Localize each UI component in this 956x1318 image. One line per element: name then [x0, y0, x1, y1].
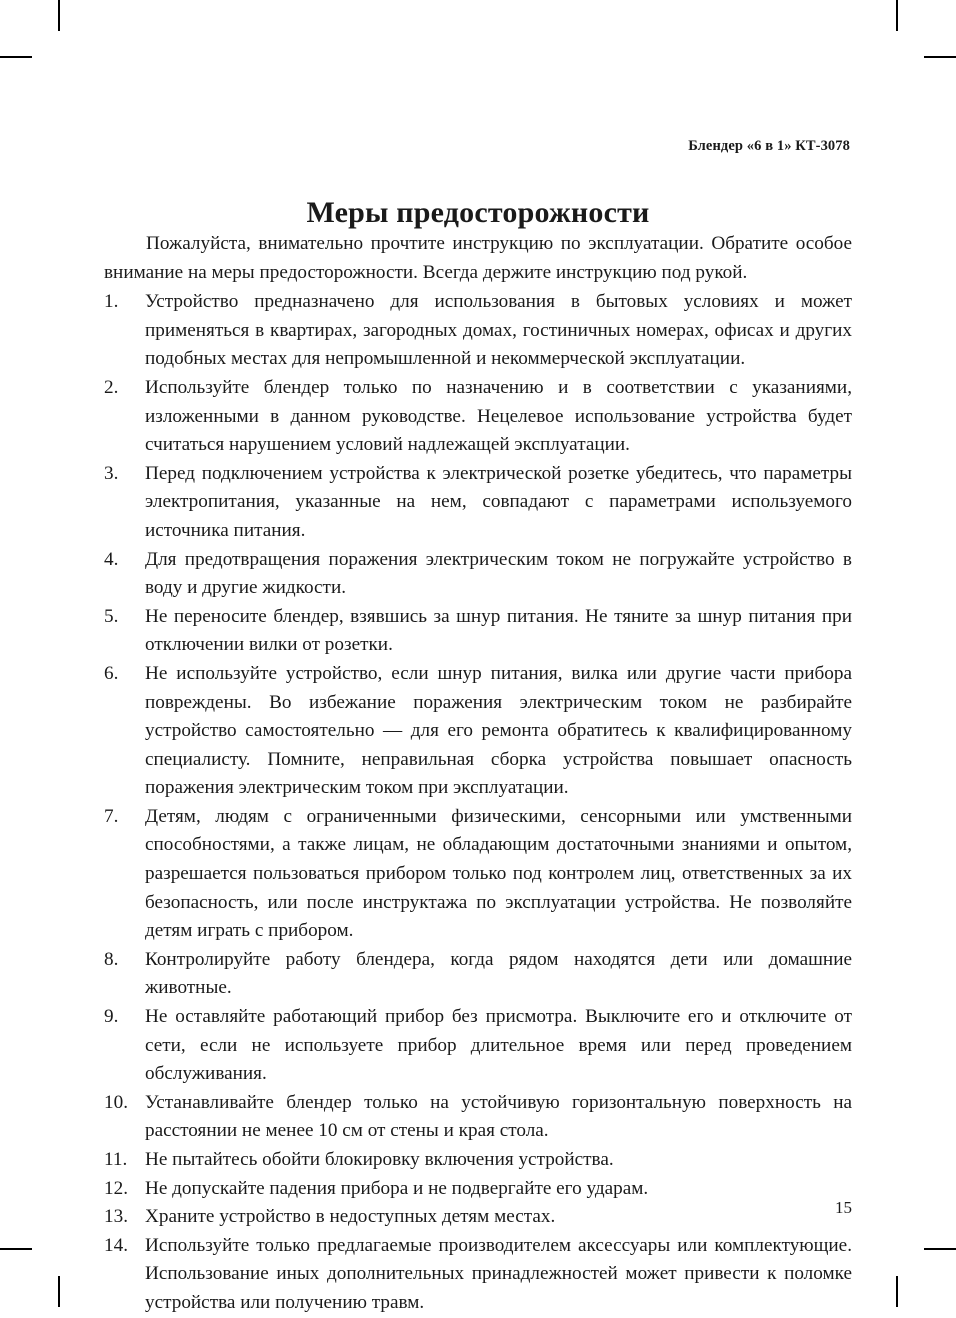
page-number: 15 [835, 1198, 852, 1217]
body-content [104, 230, 852, 1318]
precaution-item [104, 1175, 852, 1204]
precaution-item [104, 288, 852, 374]
precaution-item [104, 603, 852, 660]
crop-mark-bottom-right-horizontal [924, 1248, 956, 1250]
precaution-item-text: Устанавливайте блендер только на устойчивую горизонтальную поверхность на расстоянии не менее 10 см от стены и края стола. [145, 1091, 852, 1142]
crop-mark-bottom-right-vertical [896, 1276, 898, 1307]
precaution-item-number: 2. [104, 376, 119, 398]
precaution-item-text: Не используйте устройство, если шнур питания, вилка или другие части прибора повреждены. Во избежание поражения электрическим током не разбирайте устройство самостоятельно — для его ремонта обратитесь к квалифицированному специалисту. Помните, неправильная сборка устройства повышает опасность поражения электрическим током при эксплуатации. [145, 662, 852, 799]
crop-mark-bottom-left-vertical [58, 1276, 60, 1307]
crop-mark-top-right-horizontal [924, 56, 956, 58]
precaution-item [104, 1203, 852, 1232]
crop-mark-top-left-vertical [58, 0, 60, 31]
precaution-item-number: 4. [104, 548, 119, 570]
running-head: Блендер «6 в 1» КТ-3078 [688, 138, 850, 154]
precaution-item [104, 546, 852, 603]
precaution-item-text: Не допускайте падения прибора и не подвергайте его ударам. [145, 1177, 649, 1199]
precaution-item [104, 946, 852, 1003]
precaution-item-number: 7. [104, 805, 119, 827]
precaution-item-text: Используйте только предлагаемые производителем аксессуары или комплектующие. Использование иных дополнительных принадлежностей может привести к поломке устройства или получению травм. [145, 1234, 852, 1313]
precaution-item-number: 14. [104, 1234, 128, 1256]
crop-mark-top-left-horizontal [0, 56, 32, 58]
precaution-item-text: Храните устройство в недоступных детям местах. [145, 1206, 556, 1228]
precaution-item [104, 1232, 852, 1318]
precaution-item [104, 803, 852, 946]
precaution-item-number: 6. [104, 662, 119, 684]
precaution-item-number: 11. [104, 1149, 128, 1170]
precaution-item [104, 660, 852, 803]
crop-mark-bottom-left-horizontal [0, 1248, 32, 1250]
precaution-item-text: Используйте блендер только по назначению и в соответствии с указаниями, изложенными в данном руководстве. Нецелевое использование устройства будет считаться нарушением условий надлежащей эксплуатации. [145, 376, 852, 456]
precaution-item-text: Контролируйте работу блендера, когда рядом находятся дети или домашние животные. [145, 948, 852, 999]
precaution-item [104, 1089, 852, 1146]
precaution-item-number: 12. [104, 1177, 128, 1199]
precaution-item-number: 1. [104, 291, 119, 313]
precaution-item-text: Не оставляйте работающий прибор без присмотра. Выключите его и отключите от сети, если не используете прибор длительное время или перед проведением обслуживания. [145, 1006, 852, 1085]
precaution-item-number: 5. [104, 605, 119, 627]
precaution-item-number: 10. [104, 1091, 128, 1113]
precautions-list [104, 288, 852, 1317]
precaution-item-text: Не переносите блендер, взявшись за шнур питания. Не тяните за шнур питания при отключении вилки от розетки. [145, 605, 852, 656]
precaution-item [104, 1003, 852, 1089]
precaution-item-text: Перед подключением устройства к электрической розетке убедитесь, что параметры электропитания, указанные на нем, совпадают с параметрами используемого источника питания. [145, 462, 852, 541]
page-title: Меры предосторожности [306, 196, 650, 230]
intro-paragraph: Пожалуйста, внимательно прочтите инструкцию по эксплуатации. Обратите особое внимание на меры предосторожности. Всегда держите инструкцию под рукой. [104, 233, 852, 283]
precaution-item-number: 3. [104, 462, 119, 484]
precaution-item-number: 13. [104, 1206, 128, 1228]
precaution-item [104, 374, 852, 460]
precaution-item-text: Не пытайтесь обойти блокировку включения устройства. [145, 1149, 614, 1170]
precaution-item-number: 8. [104, 948, 119, 970]
precaution-item [104, 1146, 852, 1175]
precaution-item-text: Для предотвращения поражения электрическим током не погружайте устройство в воду и другие жидкости. [145, 548, 852, 599]
precaution-item-text: Устройство предназначено для использования в бытовых условиях и может применяться в квартирах, загородных домах, гостиничных номерах, офисах и других подобных местах для непромышленной и некоммерческой эксплуатации. [145, 291, 852, 370]
crop-mark-top-right-vertical [896, 0, 898, 31]
precaution-item-number: 9. [104, 1006, 119, 1028]
precaution-item [104, 460, 852, 546]
precaution-item-text: Детям, людям с ограниченными физическими, сенсорными или умственными способностями, а также лицам, не обладающим достаточными знаниями и опытом, разрешается пользоваться прибором только под контролем лиц, ответственных за их безопасность, или после инструктажа по эксплуатации устройства. Не позволяйте детям играть с прибором. [145, 805, 852, 942]
